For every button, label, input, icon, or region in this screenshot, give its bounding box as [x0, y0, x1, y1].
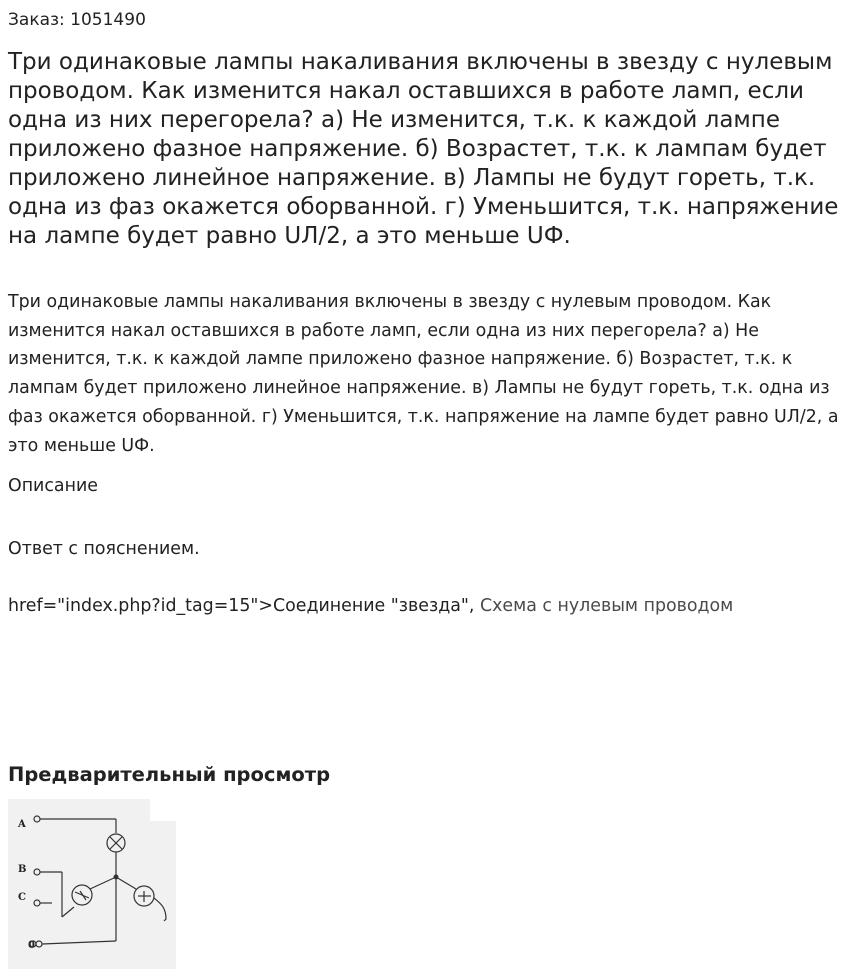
order-number: Заказ: 1051490: [8, 10, 146, 30]
tags-raw-text: href="index.php?id_tag=15">Соединение "звезда",: [8, 596, 480, 616]
label-phase-a: A: [18, 819, 26, 830]
tags-line: [8, 594, 733, 618]
label-phase-c: C: [18, 892, 26, 903]
label-zero: 0: [28, 940, 35, 951]
preview-thumbnail[interactable]: [8, 799, 176, 969]
tag-link-zero-wire[interactable]: Схема с нулевым проводом: [479, 596, 734, 616]
label-phase-b: B: [18, 864, 27, 875]
answer-note: Ответ с пояснением.: [8, 539, 200, 559]
description-label: Описание: [8, 476, 98, 496]
circuit-diagram-image: [8, 799, 176, 969]
question-body: Три одинаковые лампы накаливания включены в звезду с нулевым проводом. Как изменится накал оставшихся в работе ламп, если одна из них перегорела? а) Не изменится, т.к. к каждой лампе приложено фазное напряжение. б) Возрастет, т.к. к лампам будет приложено линейное напряжение. в) Лампы не будут гореть, т.к. одна из фаз окажется оборванной. г) Уменьшится, т.к. напряжение на лампе будет равно UЛ/2, а это меньше UФ.: [8, 292, 839, 456]
question-title: Три одинаковые лампы накаливания включены в звезду с нулевым проводом. Как изменится накал оставшихся в работе ламп, если одна из них перегорела? а) Не изменится, т.к. к каждой лампе приложено фазное напряжение. б) Возрастет, т.к. к лампам будет приложено линейное напряжение. в) Лампы не будут гореть, т.к. одна из фаз окажется оборванной. г) Уменьшится, т.к. напряжение на лампе будет равно UЛ/2, а это меньше UФ.: [8, 49, 839, 249]
preview-title: Предварительный просмотр: [8, 763, 331, 786]
